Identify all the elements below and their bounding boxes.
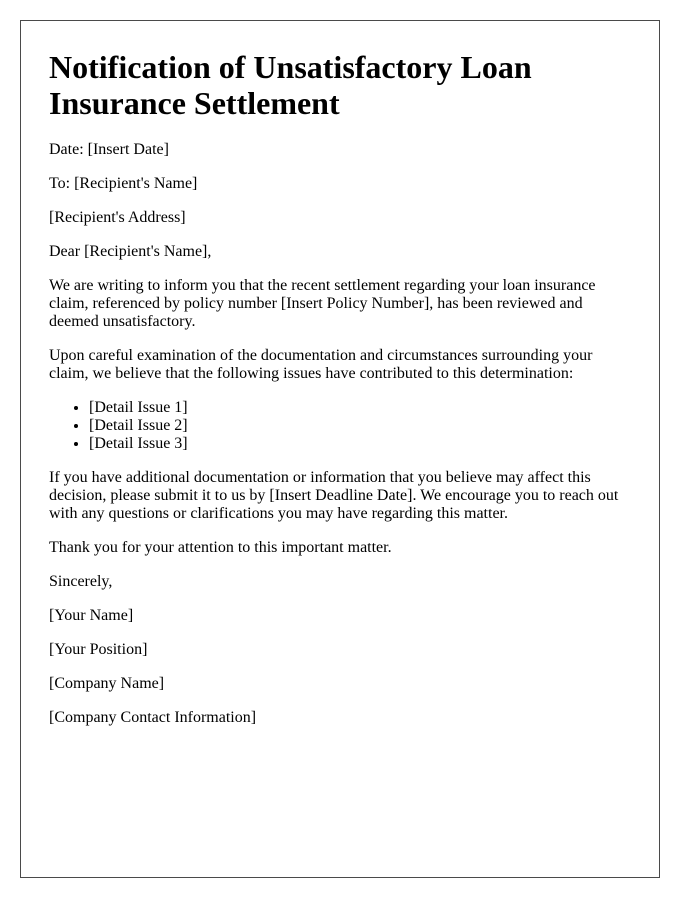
- recipient-name-line: To: [Recipient's Name]: [49, 175, 198, 192]
- issue-item: • [Detail Issue 1]: [89, 399, 631, 417]
- salutation: Dear [Recipient's Name],: [49, 243, 212, 260]
- issues-list: [49, 399, 631, 453]
- letter-title: Notification of Unsatisfactory Loan Insurance Settlement: [49, 49, 532, 121]
- letter-page: [20, 20, 660, 878]
- body-paragraph-thanks: Thank you for your attention to this important matter.: [49, 539, 392, 556]
- issue-item: • [Detail Issue 2]: [89, 417, 631, 435]
- body-paragraph-additional-docs: If you have additional documentation or information that you believe may affect this decision, please submit it to us by [Insert Deadline Date]. We encourage you to reach out with any questions or clarifications you may have regarding this matter.: [49, 469, 619, 522]
- company-name: [Company Name]: [49, 675, 165, 692]
- date-line: Date: [Insert Date]: [49, 141, 169, 158]
- body-paragraph-issues-intro: Upon careful examination of the documentation and circumstances surrounding your claim, we believe that the following issues have contributed to this determination:: [49, 347, 593, 382]
- body-paragraph-intro: We are writing to inform you that the recent settlement regarding your loan insurance claim, referenced by policy number [Insert Policy Number], has been reviewed and deemed unsatisfactory.: [49, 277, 596, 330]
- closing: Sincerely,: [49, 573, 113, 590]
- issue-item: • [Detail Issue 3]: [89, 435, 631, 453]
- recipient-address-line: [Recipient's Address]: [49, 209, 186, 226]
- sender-position: [Your Position]: [49, 641, 148, 658]
- company-contact: [Company Contact Information]: [49, 709, 257, 726]
- sender-name: [Your Name]: [49, 607, 134, 624]
